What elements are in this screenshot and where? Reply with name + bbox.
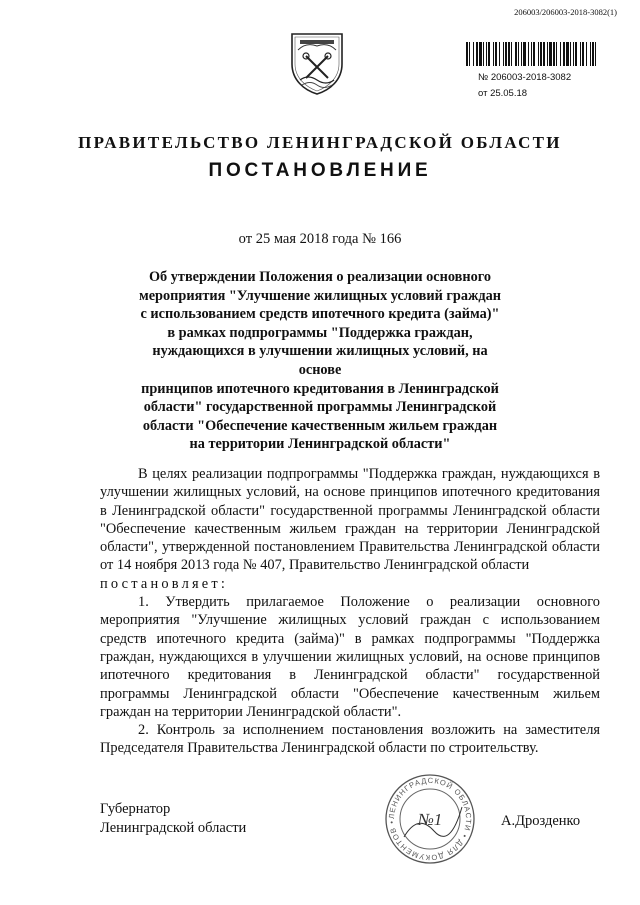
document-title bbox=[130, 268, 510, 454]
document-type-heading: ПОСТАНОВЛЕНИЕ bbox=[208, 160, 432, 181]
issuer-heading: ПРАВИТЕЛЬСТВО ЛЕНИНГРАДСКОЙ ОБЛАСТИ bbox=[78, 133, 562, 152]
title-line: на территории Ленинградской области" bbox=[189, 436, 451, 453]
title-line: с использованием средств ипотечного кредита (займа)" bbox=[140, 306, 500, 323]
barcode-icon bbox=[466, 42, 596, 66]
registration-stamp bbox=[478, 70, 571, 102]
registration-date: от 25.05.18 bbox=[478, 88, 528, 99]
coat-of-arms-icon bbox=[286, 30, 348, 96]
svg-text:ЛЕНИНГРАДСКОЙ ОБЛАСТИ • ДЛЯ ДО: ЛЕНИНГРАДСКОЙ ОБЛАСТИ • ДЛЯ ДОКУМЕНТОВ • bbox=[386, 775, 474, 863]
official-seal bbox=[384, 773, 476, 865]
registration-number: № 206003-2018-3082 bbox=[478, 72, 572, 83]
title-line: нуждающихся в улучшении жилищных условий, на основе bbox=[152, 343, 488, 378]
resolves-line: постановляет: bbox=[100, 575, 229, 592]
signatory-position-line: Ленинградской области bbox=[100, 820, 247, 836]
title-line: мероприятия "Улучшение жилищных условий граждан bbox=[138, 287, 502, 304]
document-reference: 206003/206003-2018-3082(1) bbox=[514, 7, 617, 17]
svg-text:№1: №1 bbox=[417, 810, 443, 829]
signatory-position bbox=[100, 800, 246, 838]
title-line: области "Обеспечение качественным жильем граждан bbox=[142, 417, 498, 434]
document-date-number: от 25 мая 2018 года № 166 bbox=[238, 231, 402, 247]
title-line: в рамках подпрограммы "Поддержка граждан, bbox=[167, 324, 473, 341]
item-1-paragraph: 1. Утвердить прилагаемое Положение о реализации основного мероприятия "Улучшение жилищных условий граждан с использованием средств ипотечного кредита (займа)" в рамках подпрограммы "Поддержка граждан, нуждающихся в улучшении жилищных условий, на основе принципов ипотечного кредитования в Ленинградской области" государственной программы Ленинградской области "Обеспечение качественным жильем граждан на территории Ленинградской области". bbox=[100, 594, 600, 720]
document-body bbox=[100, 465, 600, 758]
title-line: Об утверждении Положения о реализации основного bbox=[148, 269, 492, 285]
item-2-paragraph: 2. Контроль за исполнением постановления возложить на заместителя Председателя Правительства Ленинградской области по строительству. bbox=[100, 722, 600, 757]
preamble-paragraph: В целях реализации подпрограммы "Поддержка граждан, нуждающихся в улучшении жилищных условий, на основе принципов ипотечного кредитования в Ленинградской области" государственной программы Ленинградской области "Обеспечение качественным жильем граждан на территории Ленинградской области", утвержденной постановлением Правительства Ленинградской области от 14 ноября 2013 года № 407, Правительство Ленинградской области bbox=[100, 466, 600, 574]
signatory-name: А.Дрозденко bbox=[501, 813, 581, 829]
title-line: принципов ипотечного кредитования в Ленинградской bbox=[141, 380, 499, 397]
signatory-position-line: Губернатор bbox=[100, 801, 171, 817]
title-line: области" государственной программы Ленинградской bbox=[143, 399, 497, 416]
